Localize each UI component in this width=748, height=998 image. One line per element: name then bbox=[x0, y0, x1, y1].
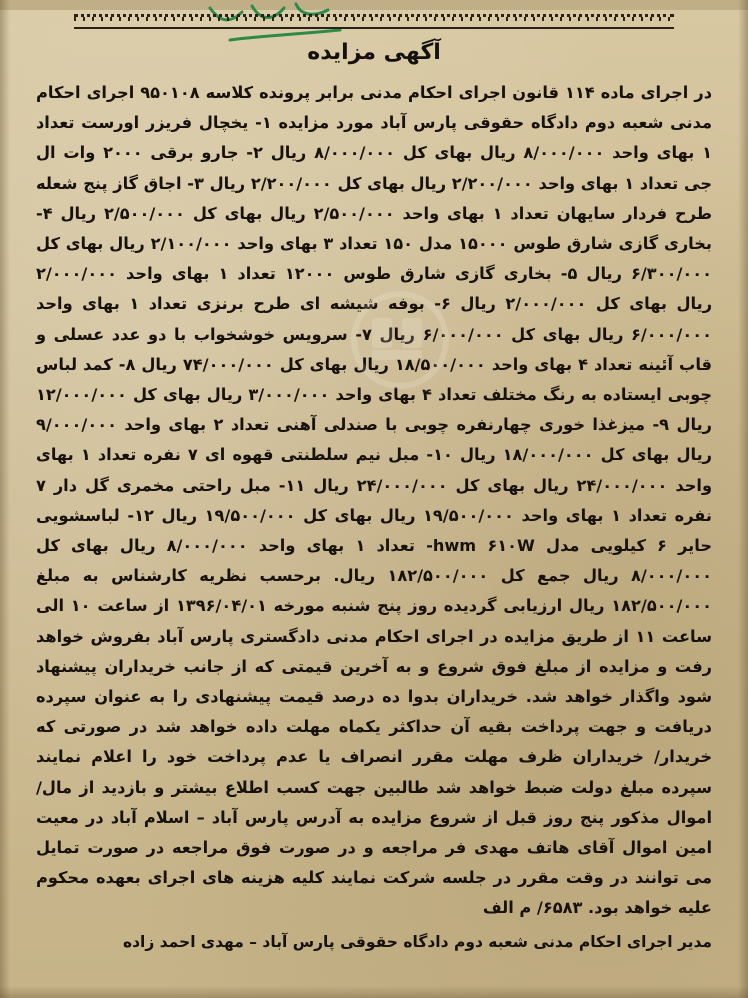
header-separator-ticks bbox=[74, 17, 674, 21]
notice-body: در اجرای ماده ۱۱۴ قانون اجرای احکام مدنی برابر پرونده کلاسه ۹۵۰۱۰۸ اجرای احکام مدنی شعبه دوم دادگاه حقوقی پارس آباد مورد مزایده ۱- یخچال فریزر اورست تعداد ۱ بهای واحد ۸/۰۰۰/۰۰۰ ریال بهای کل ۸/۰۰۰/۰۰۰ ریال ۲- جارو برقی ۲۰۰۰ وات ال جی تعداد ۱ بهای واحد ۲/۲۰۰/۰۰۰ ریال بهای کل ۲/۲۰۰/۰۰۰ ریال ۳- اجاق گاز پنج شعله طرح فردار سایهان تعداد ۱ بهای واحد ۲/۵۰۰/۰۰۰ ریال بهای کل ۲/۵۰۰/۰۰۰ ریال ۴- بخاری گازی شارق طوس ۱۵۰۰۰ مدل ۱۵۰ تعداد ۳ بهای واحد ۲/۱۰۰/۰۰۰ ریال بهای کل ۶/۳۰۰/۰۰۰ ریال ۵- بخاری گازی شارق طوس ۱۲۰۰۰ تعداد ۱ بهای واحد ۲/۰۰۰/۰۰۰ ریال بهای کل ۲/۰۰۰/۰۰۰ ریال ۶- بوفه شیشه ای طرح برنزی تعداد ۱ بهای واحد ۶/۰۰۰/۰۰۰ ریال بهای کل ۶/۰۰۰/۰۰۰ ریال ۷- سرویس خوشخواب با دو عدد عسلی و قاب آئینه تعداد ۴ بهای واحد ۱۸/۵۰۰/۰۰۰ ریال بهای کل ۷۴/۰۰۰/۰۰۰ ریال ۸- کمد لباس چوبی ایستاده به رنگ مختلف تعداد ۴ بهای واحد ۳/۰۰۰/۰۰۰ ریال بهای کل ۱۲/۰۰۰/۰۰۰ ریال ۹- میزغذا خوری چهارنفره چوبی با صندلی آهنی تعداد ۲ بهای واحد ۹/۰۰۰/۰۰۰ ریال بهای کل ۱۸/۰۰۰/۰۰۰ ریال ۱۰- مبل نیم سلطنتی قهوه ای ۷ نفره تعداد ۱ بهای واحد ۲۴/۰۰۰/۰۰۰ ریال بهای کل ۲۴/۰۰۰/۰۰۰ ریال ۱۱- مبل راحتی مخمری گل دار ۷ نفره تعداد ۱ بهای واحد ۱۹/۵۰۰/۰۰۰ ریال بهای کل ۱۹/۵۰۰/۰۰۰ ریال ۱۲- لباسشویی حایر ۶ کیلویی مدل hwm ۶۱۰W- تعداد ۱ بهای واحد ۸/۰۰۰/۰۰۰ ریال بهای کل ۸/۰۰۰/۰۰۰ ریال جمع کل ۱۸۲/۵۰۰/۰۰۰ ریال. برحسب نظریه کارشناس به مبلغ ۱۸۲/۵۰۰/۰۰۰ ریال ارزیابی گردیده روز پنج شنبه مورخه ۱۳۹۶/۰۴/۰۱ از ساعت ۱۰ الی ساعت ۱۱ از طریق مزایده در اجرای احکام مدنی دادگستری پارس آباد بفروش خواهد رفت و مزایده از مبلغ فوق شروع و به آخرین قیمتی که از جانب خریداران پیشنهاد شود واگذار خواهد شد. خریداران بدوا ده درصد قیمت پیشنهادی را به عنوان سپرده دریافت و جهت پرداخت بقیه آن حداکثر یکماه مهلت داده خواهد شد در صورتی که خریدار/ خریداران ظرف مهلت مقرر انصراف یا عدم پرداخت خود را اعلام نمایند سپرده مبلغ دولت ضبط خواهد شد طالبین جهت کسب اطلاع بیشتر و بازدید از مال/ اموال مذکور پنج روز قبل از شروع مزایده به آدرس پارس آباد – اسلام آباد در معیت امین اموال آقای هاتف مهدی فر مراجعه و در صورت فوق مراجعه در صورت تمایل می توانند در وقت مقرر در جلسه شرکت نمایند کلیه هزینه های اجرای بعهده محکوم علیه خواهد بود. ۶۵۸۳/ م الف bbox=[36, 83, 713, 918]
notice-signature: مدیر اجرای احکام مدنی شعبه دوم دادگاه حقوقی پارس آباد – مهدی احمد زاده bbox=[122, 933, 712, 951]
top-torn-strip bbox=[0, 0, 748, 10]
notice-title: آگهی مزایده bbox=[307, 40, 441, 65]
right-edge-shadow bbox=[738, 0, 748, 998]
left-edge-shadow bbox=[0, 0, 10, 998]
bottom-edge-shadow bbox=[0, 986, 748, 998]
